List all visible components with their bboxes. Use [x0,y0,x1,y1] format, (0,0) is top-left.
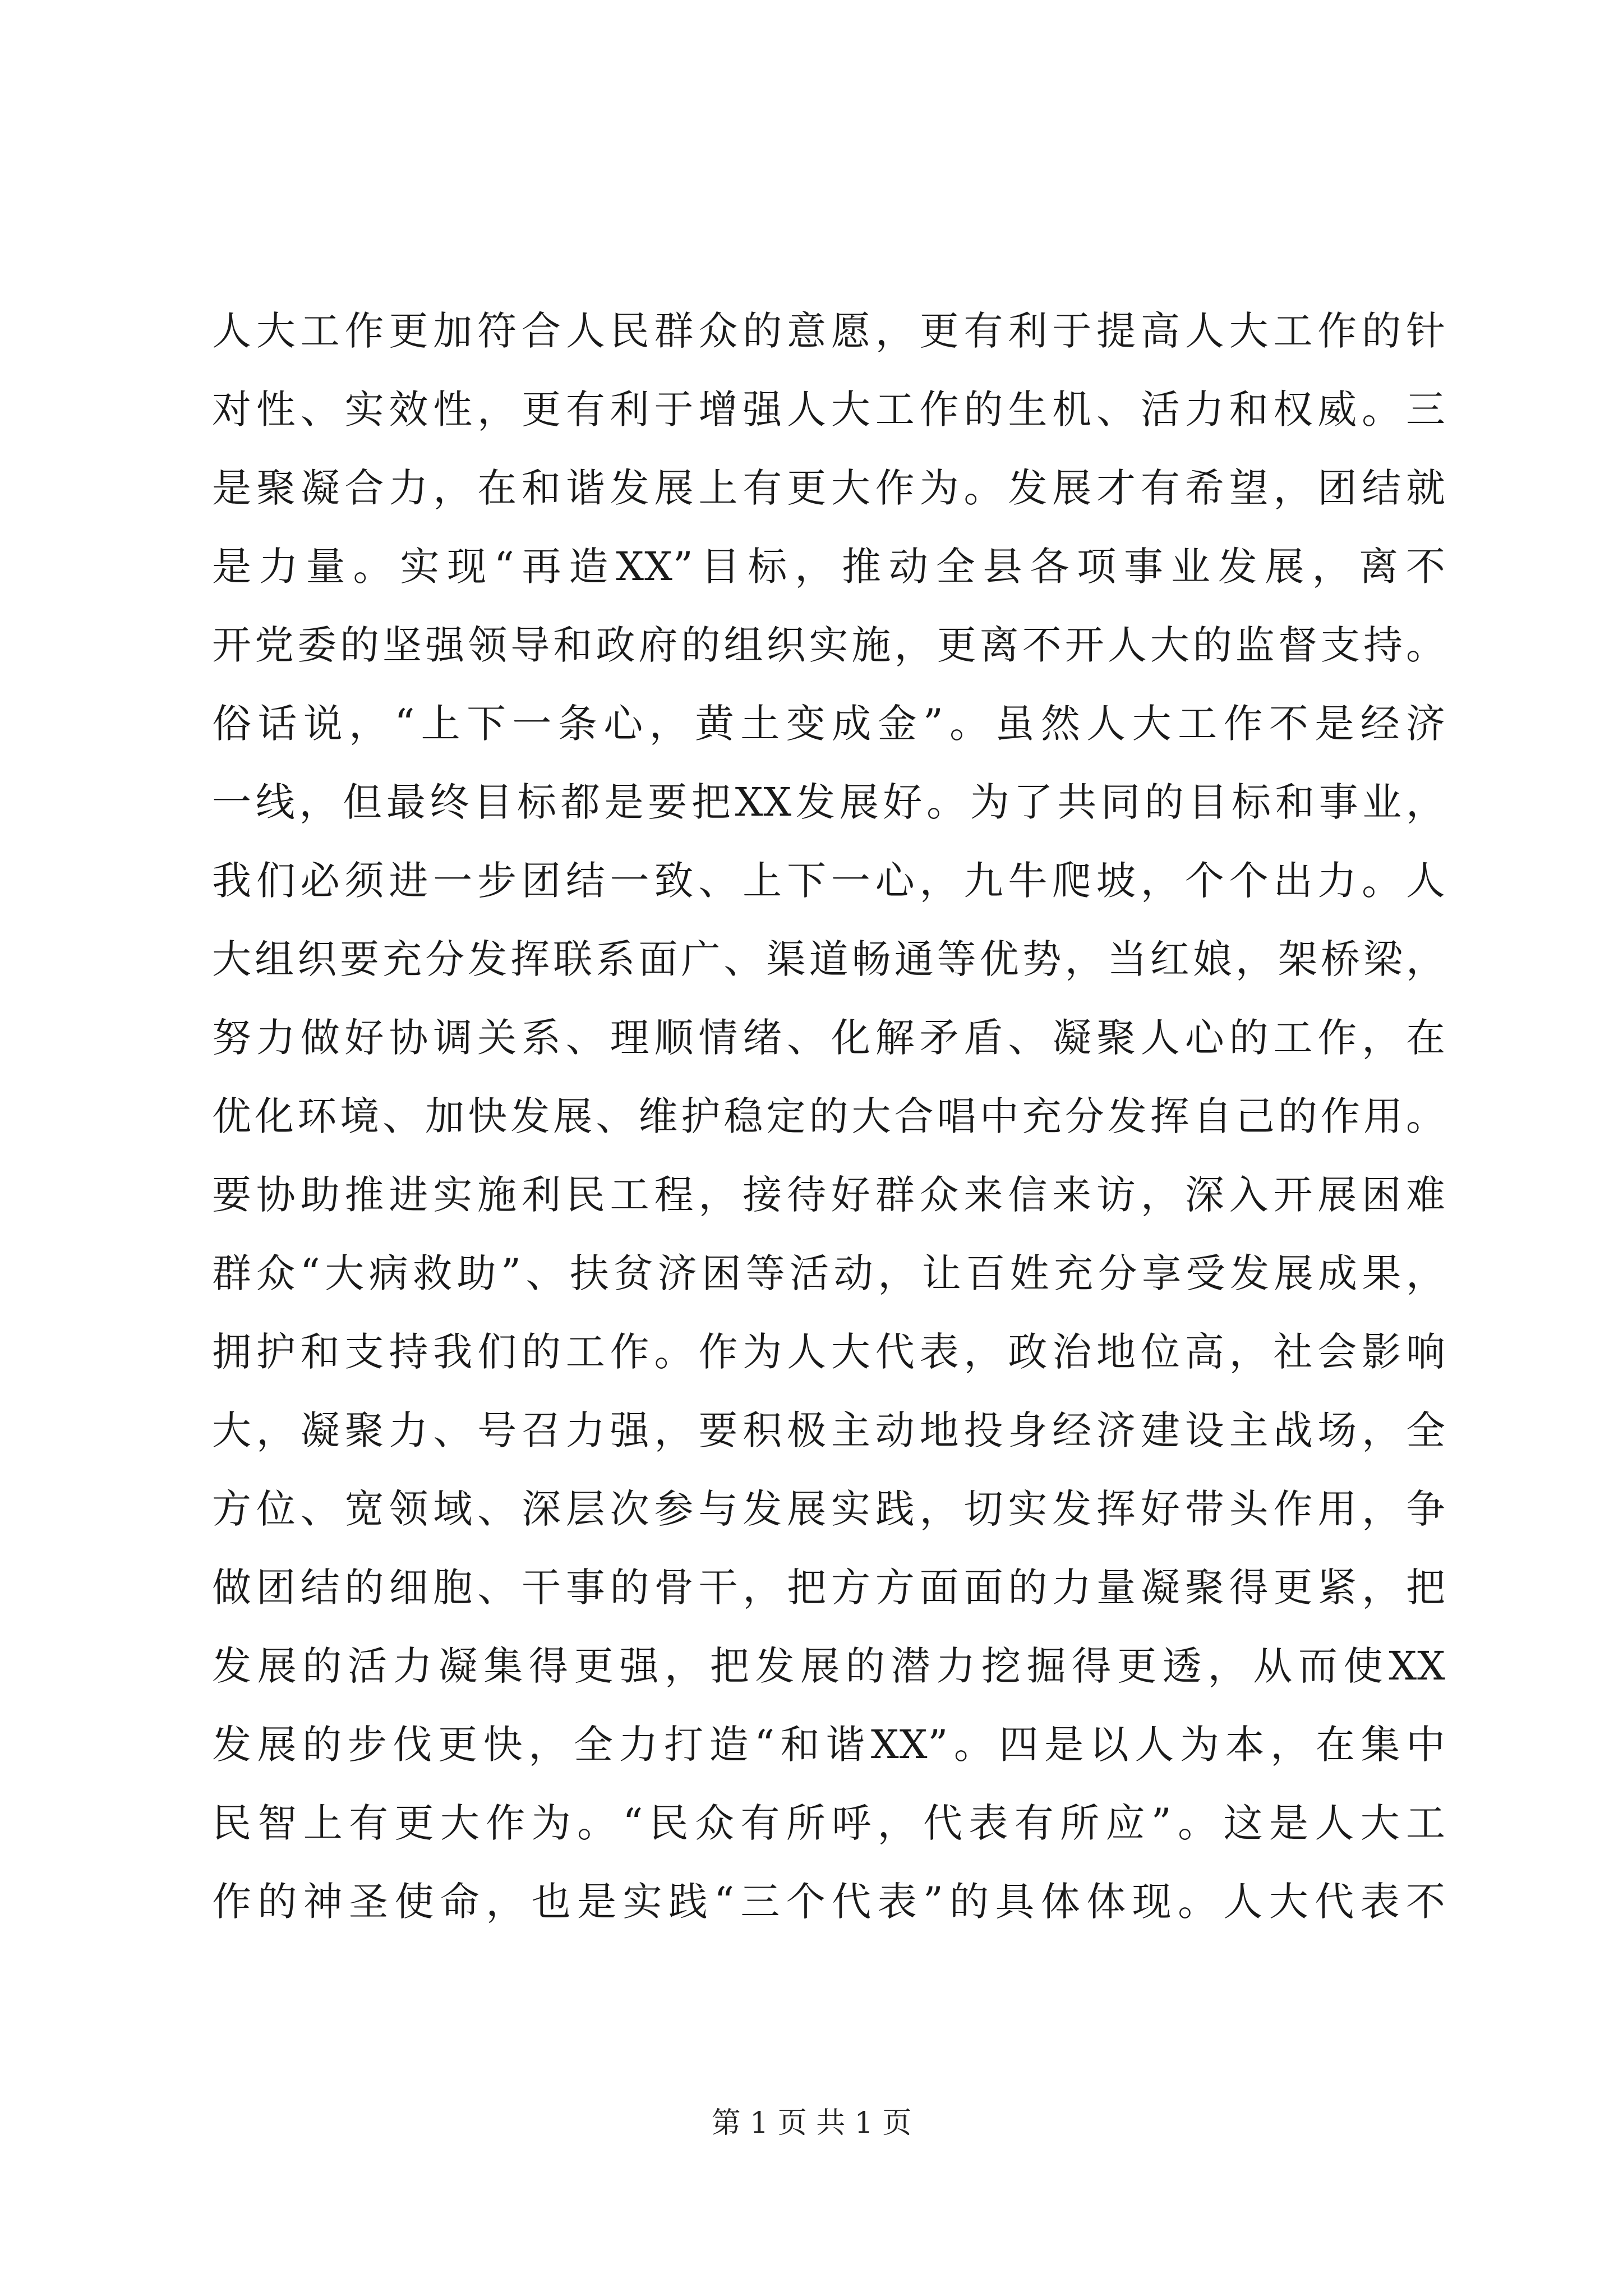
text-line: 作的神圣使命，也是实践“三个代表”的具体体现。人大代表不 [212,1879,1446,1925]
page-number-label: 第 1 页 共 1 页 [711,2106,912,2140]
text-line: 群众“大病救助”、扶贫济困等活动，让百姓充分享受发展成果， [212,1250,1446,1296]
text-line: 是聚凝合力，在和谐发展上有更大作为。发展才有希望，团结就 [212,465,1446,511]
text-line: 发展的活力凝集得更强，把发展的潜力挖掘得更透，从而使XX [212,1643,1446,1689]
page-footer [0,2104,1623,2143]
text-line: 做团结的细胞、干事的骨干，把方方面面的力量凝聚得更紧，把 [212,1565,1446,1611]
text-line: 民智上有更大作为。“民众有所呼，代表有所应”。这是人大工 [212,1800,1446,1846]
text-line: 大组织要充分发挥联系面广、渠道畅通等优势，当红娘，架桥梁， [212,936,1446,982]
text-line: 我们必须进一步团结一致、上下一心，九牛爬坡，个个出力。人 [212,858,1446,904]
text-line: 大，凝聚力、号召力强，要积极主动地投身经济建设主战场，全 [212,1407,1446,1453]
text-line: 拥护和支持我们的工作。作为人大代表，政治地位高，社会影响 [212,1329,1446,1375]
text-line: 优化环境、加快发展、维护稳定的大合唱中充分发挥自己的作用。 [212,1093,1446,1139]
text-line: 一线，但最终目标都是要把XX发展好。为了共同的目标和事业， [212,779,1446,825]
text-line: 开党委的坚强领导和政府的组织实施，更离不开人大的监督支持。 [212,622,1446,668]
text-line: 方位、宽领域、深层次参与发展实践，切实发挥好带头作用，争 [212,1486,1446,1532]
text-line: 对性、实效性，更有利于增强人大工作的生机、活力和权威。三 [212,386,1446,432]
text-line: 是力量。实现“再造XX”目标，推动全县各项事业发展，离不 [212,544,1446,590]
text-line: 俗话说，“上下一条心，黄土变成金”。虽然人大工作不是经济 [212,701,1446,747]
text-line: 要协助推进实施利民工程，接待好群众来信来访，深入开展困难 [212,1172,1446,1218]
text-line: 人大工作更加符合人民群众的意愿，更有利于提高人大工作的针 [212,308,1446,354]
text-line: 发展的步伐更快，全力打造“和谐XX”。四是以人为本，在集中 [212,1722,1446,1768]
text-line: 努力做好协调关系、理顺情绪、化解矛盾、凝聚人心的工作，在 [212,1015,1446,1061]
